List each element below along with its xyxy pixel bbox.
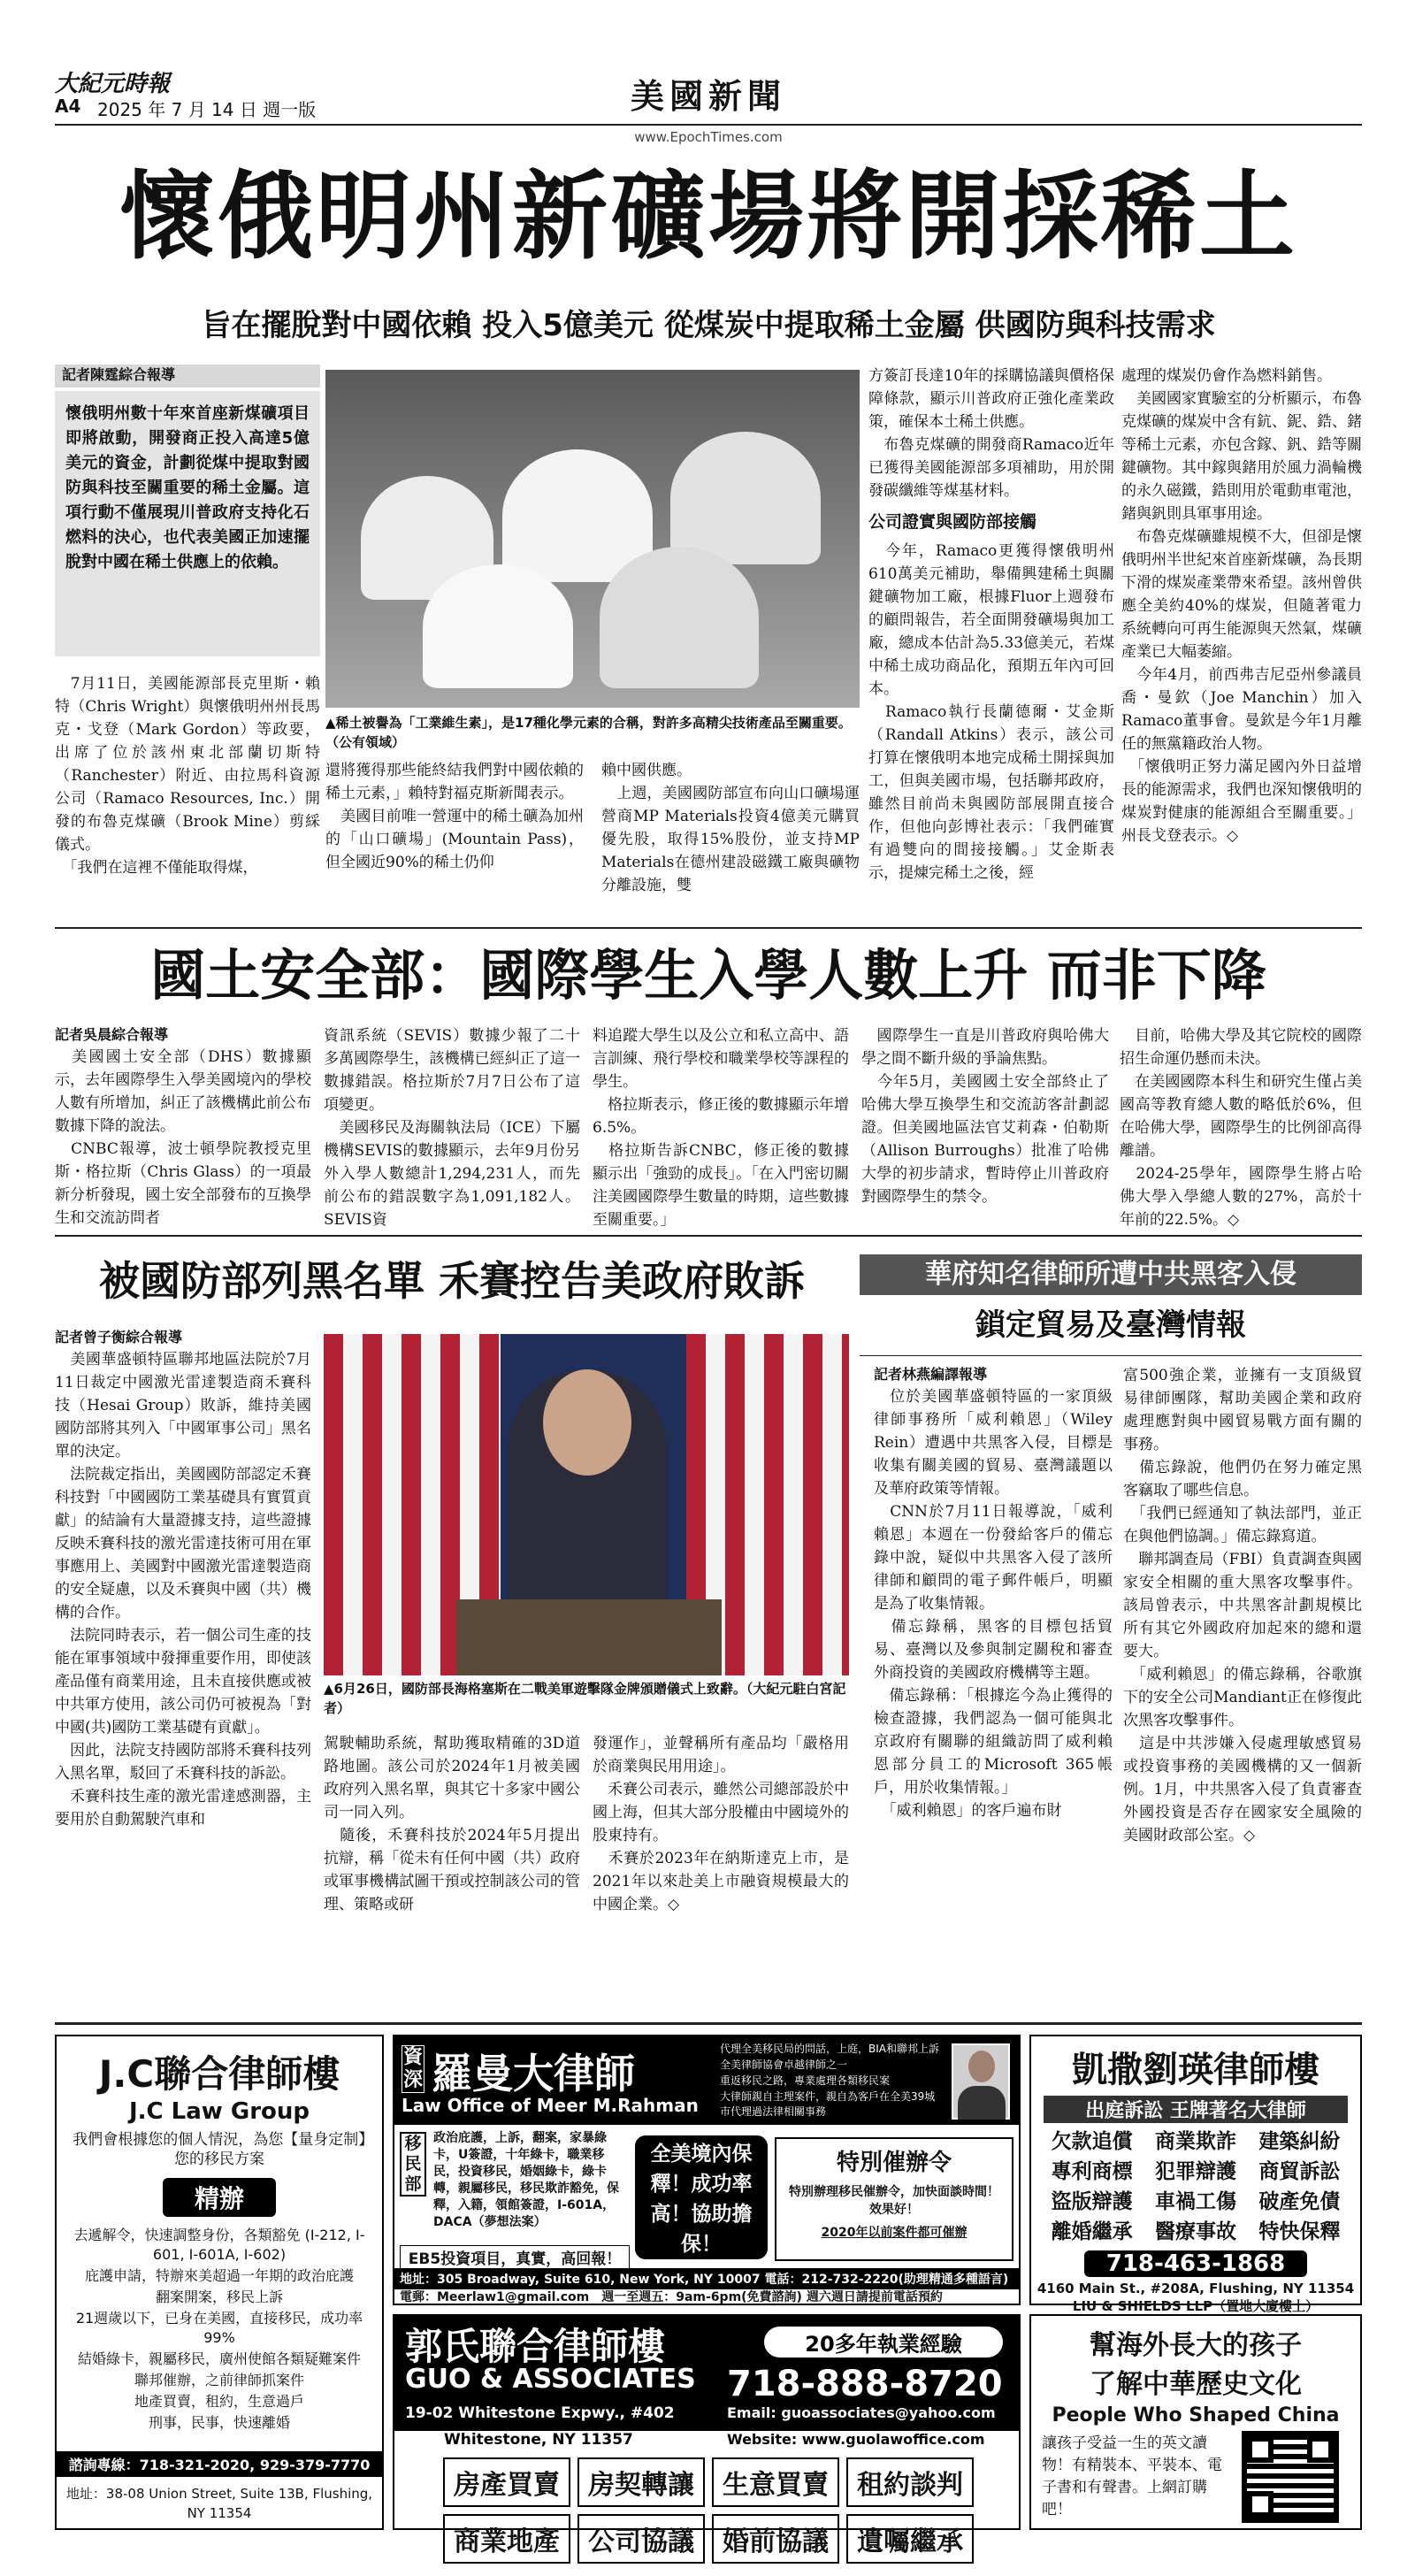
ad-book — [1029, 2314, 1362, 2530]
rahman-bullet: 重返移民之路，專業處理各類移民案 — [720, 2074, 891, 2087]
a1-lead-box — [55, 391, 320, 656]
ad-jc-law — [55, 2035, 384, 2530]
a1-photo-rare-earth — [325, 370, 860, 708]
rahman-bullet: 代理全美移民局的問話，上庭，BIA和聯邦上訴 — [720, 2043, 939, 2055]
jc-item: 刑事，民事，快速離婚 — [148, 2414, 290, 2431]
a4-col1: 位於美國華盛頓特區的一家頂級律師事務所「威利賴恩」（Wiley Rein）遭遇中共黑客入侵，目標是收集有關美國的貿易、臺灣議題以及華府政策等情報。 CNN於7月11日報導說，「威利賴恩」本週在一份發給客戶的備忘錄中說，疑似中共黑客入侵了該所律師和顧問的電子郵件帳戶，明顯是為了收集情報。 備忘錄稱，黑客的目標包括貿易、臺灣以及參與制定關稅和審查外商投資的美國政府機構等主題。 備忘錄稱：「根據迄今為止獲得的檢查證據，我們認為一個可能與北京政府有關聯的組織訪問了威利賴恩部分員工的Microsoft 365帳戶，用於收集情報。」 「威利賴恩」的客戶遍布財 — [874, 1388, 1113, 1820]
qr-corner — [1247, 2491, 1274, 2518]
powder-pile — [600, 547, 759, 688]
jc-name: J.C聯合律師樓 — [98, 2052, 340, 2096]
jc-phone: 諮詢專線：718-321-2020, 929-379-7770 — [57, 2451, 382, 2477]
a1-col4-wrap — [868, 364, 1114, 920]
guo-experience: 20多年執業經驗 — [764, 2327, 1003, 2358]
a1-col4: 方簽訂長達10年的採購協議與價格保障條款，顯示川普政府正強化產業政策，確保本土稀土供應。 布魯克煤礦的開發商Ramaco近年已獲得美國能源部多項補助，用於開發碳纖維等煤基材料。 — [868, 367, 1114, 500]
guo-address-2: Whitestone, NY 11357 — [444, 2431, 633, 2449]
rahman-promo-box — [775, 2137, 1013, 2261]
liu-service: 特快保釋 — [1258, 2220, 1341, 2243]
a1-col4b: 今年，Ramaco更獲得懷俄明州610萬美元補助，舉備興建稀土與關鍵礦物加工廠，根據Fluor上週發布的顧問報告，若全面開發礦場與加工廠，總成本估計為5.33億美元，若煤中稀土成功商品化，預期五年內可回本。 Ramaco執行長蘭德爾・艾金斯（Randall Atkins）表示，該公司打算在懷俄明本地完成稀土開採與加工，但與美國市場，包括聯邦政府，雖然目前尚未與國防部展開直接合作，但他向彭博社表示：「我們確實有過雙向的間接接觸。」艾金斯表示，提煉完稀土之後，經 — [868, 542, 1114, 882]
masthead-rule — [55, 124, 1362, 126]
rahman-cap: 資深 — [402, 2046, 423, 2091]
liu-service: 盜版辯護 — [1051, 2190, 1133, 2213]
liu-service: 建築糾紛 — [1258, 2130, 1341, 2153]
speaker-face — [543, 1369, 631, 1476]
podium — [456, 1599, 722, 1675]
rahman-name-en: Law Office of Meer M.Rahman — [402, 2095, 699, 2116]
a4-headline: 鎖定貿易及臺灣情報 — [975, 1307, 1246, 1343]
book-title-1: 幫海外長大的孩子 — [1090, 2330, 1302, 2361]
a1-byline: 記者陳霆綜合報導 — [62, 366, 176, 383]
portrait-suit — [958, 2086, 1006, 2120]
a2-col2: 資訊系統（SEVIS）數據少報了二十多萬國際學生，該機構已經糾正了這一數據錯誤。格拉斯於7月7日公布了這項變更。 美國移民及海關執法局（ICE）下屬機構SEVIS的數據顯示，去年9月份另外入學人數總計1,294,231人，而先前公布的錯誤數字為1,091,182人。SEVIS資 — [324, 1027, 580, 1229]
jc-item: 去遞解令，快速調整身份，各類豁免 (I-212, I-601, I-601A, I-602) — [73, 2227, 365, 2263]
a2-col3: 料追蹤大學生以及公立和私立高中、語言訓練、飛行學校和職業學校等課程的學生。 格拉斯表示，修正後的數據顯示年增6.5%。 格拉斯告訴CNBC，修正後的數據顯示出「強勁的成長」。「在入門密切關注美國國際學生數量的時期，這些數據至關重要。」 — [593, 1027, 849, 1229]
a1-subhead-2: 公司證實與國防部接觸 — [868, 512, 1037, 532]
rahman-side-label: 移民部 — [400, 2132, 426, 2196]
liu-service: 商業欺詐 — [1154, 2130, 1236, 2153]
section-title: 美國新聞 — [630, 76, 786, 116]
a3-caption: ▲6月26日，國防部長海格塞斯在二戰美軍遊擊隊金牌頒贈儀式上致辭。（大紀元駐白宮記者） — [324, 1681, 846, 1716]
liu-service: 專利商標 — [1051, 2160, 1133, 2183]
jc-item: 結婚綠卡，親屬移民，廣州使館各類疑難案件 — [77, 2350, 361, 2367]
book-description: 讓孩子受益一生的英文讀物！有精裝本、平裝本、電子書和有聲書。上網訂購吧！ — [1042, 2434, 1222, 2518]
guo-service: 生意買賣 — [712, 2457, 839, 2507]
page-number: A4 — [55, 96, 81, 117]
a4-col2: 富500強企業，並擁有一支頂級貿易律師團隊，幫助美國企業和政府處理應對與中國貿易戰方面有關的事務。 備忘錄說，他們仍在努力確定黑客竊取了哪些信息。 「我們已經通知了執法部門，並正在與他們協調。」備忘錄寫道。 聯邦調查局（FBI）負責調查與國家安全相關的重大黑客攻擊事件。該局曾表示，中共黑客計劃規模比所有其它外國政府加起來的總和還要大。 「威利賴恩」的備忘錄稱，谷歌旗下的安全公司Mandiant正在修復此次黑客攻擊事件。 這是中共涉嫌入侵處理敏感貿易或投資事務的美國機構的又一個新例。1月，中共黑客入侵了負責審查外國投資是否存在國家安全風險的美國財政部公室。◇ — [1123, 1367, 1362, 1844]
masthead — [55, 58, 1362, 147]
a3-col2: 駕駛輔助系統，幫助獲取精確的3D道路地圖。該公司於2024年1月被美國政府列入黑名單，與其它十多家中國公司一同入列。 隨後，禾賽科技於2024年5月提出抗辯，稱「從未有任何中國（共）政府或軍事機構試圖干預或控制該公司的管理、策略或研 — [324, 1735, 580, 1913]
guo-website: Website: www.guolawoffice.com — [727, 2431, 985, 2448]
paper-name: 大紀元時報 — [55, 71, 171, 97]
a3-headline: 被國防部列黑名單 禾賽控告美政府敗訴 — [98, 1257, 805, 1305]
powder-pile — [423, 564, 573, 688]
a1-caption: ▲稀土被譽為「工業維生素」，是17種化學元素的合稱，對許多高精尖技術產品至關重要。（公有領域） — [325, 715, 852, 750]
liu-firm: LIU & SHIELDS LLP（置地大廈樓上） — [1072, 2298, 1319, 2314]
liu-services — [1040, 2127, 1351, 2247]
portrait-head — [968, 2051, 995, 2082]
a2-headline: 國土安全部：國際學生入學人數上升 而非下降 — [150, 943, 1266, 1008]
rahman-address: 地址：305 Broadway, Suite 610, New York, NY 10007 電話：212-732-2220(助理精通多種語言) — [394, 2268, 1019, 2289]
rahman-portrait — [952, 2043, 1010, 2120]
jc-item: 聯邦催辦，之前律師抓案件 — [134, 2372, 304, 2388]
rahman-promo-year: 2020年以前案件都可催辦 — [821, 2226, 968, 2240]
rahman-promo-sub: 特別辦理移民催辦令，加快面談時間！效果好！ — [789, 2185, 999, 2217]
a3-byline: 記者曾子衡綜合報導 — [55, 1329, 183, 1346]
guo-service: 商業地產 — [443, 2514, 570, 2564]
a1-headline: 懷俄明州新礦場將開採稀土 — [119, 161, 1297, 272]
jc-name-en: J.C Law Group — [128, 2098, 310, 2125]
section-rule — [55, 927, 1362, 929]
a1-col5: 處理的煤炭仍會作為燃料銷售。 美國國家實驗室的分析顯示，布魯克煤礦的煤炭中含有鈧、鈮、鋯、鍺等稀土元素，亦包含鎵、釩、鋯等關鍵礦物。其中鎵與鍺用於風力渦輪機的永久磁鐵，鋯則用於電動車電池，鍺與釩則具軍事用途。 布魯克煤礦雖規模不大，但卻是懷俄明州半世紀來首座新煤礦，為長期下滑的煤炭產業帶來希望。該州曾供應全美約40%的煤炭，但隨著電力系統轉向可再生能源與天然氣，煤礦產業已大幅萎縮。 今年4月，前西弗吉尼亞州參議員喬・曼欽（Joe Manchin）加入Ramaco董事會。曼欽是今年1月離任的無黨籍政治人物。 「懷俄明正努力滿足國內外日益增長的能源需求，我們也深知懷俄明的煤炭對健康的能源組合至關重要。」州長戈登表示。◇ — [1121, 367, 1362, 845]
a1-col1: 7月11日，美國能源部長克里斯・賴特（Chris Wright）與懷俄明州州長馬克・戈登（Mark Gordon）等政要，出席了位於該州東北部蘭切斯特（Ranchester）附近、由拉馬科資源公司（Ramaco Resources, Inc.）開發的布魯克煤礦（Brook Mine）剪綵儀式。 「我們在這裡不僅能取得煤， — [55, 675, 320, 877]
rahman-bullet: 全美律師協會卓越律師之一 — [720, 2058, 848, 2071]
guo-service: 租約談判 — [846, 2457, 974, 2507]
a1-lead: 懷俄明州數十年來首座新煤礦項目即將啟動，開發商正投入高達5億美元的資金，計劃從煤中提取對國防與科技至關重要的稀土金屬。這項行動不僅展現川普政府支持化石燃料的決心，也代表美國正加速擺脫對中國在稀土供應上的依賴。 — [65, 404, 310, 571]
qr-corner — [1247, 2436, 1274, 2463]
ad-guo-law — [393, 2314, 1021, 2557]
a3-photo-hegseth — [324, 1334, 849, 1675]
rahman-email: 電郵：Meerlaw1@gmail.com 週一至週五：9am-6pm(免費諮詢) 週六週日請提前電話預約 — [400, 2290, 943, 2304]
ads-rule — [55, 2022, 1362, 2025]
guo-service: 遺囑繼承 — [846, 2514, 974, 2564]
guo-service: 婚前協議 — [712, 2514, 839, 2564]
book-title-en: People Who Shaped China — [1052, 2404, 1340, 2426]
rahman-slogan: 全美境內保釋！成功率高！協助擔保！ — [635, 2135, 768, 2259]
liu-phone: 718-463-1868 — [1084, 2250, 1307, 2277]
a1-col3: 賴中國供應。 上週，美國國防部宣布向山口礦場運營商MP Materials投資4億美元購買優先股，取得15%股份，並支持MP Materials在德州建設磁鐵工廠與礦物分離設施，雙 — [601, 762, 860, 894]
jc-item: 翻案開案，移民上訴 — [155, 2288, 283, 2305]
section-rule — [55, 1235, 1362, 1237]
a2-col1: 美國國土安全部（DHS）數據顯示，去年國際學生入學美國境內的學校人數有所增加，糾正了該機構此前公布數據下降的說法。 CNBC報導，波士頓學院教授克里斯・格拉斯（Chris Glass）的一項最新分析發現，國土安全部發布的互換學生和交流訪問者 — [55, 1048, 311, 1227]
guo-service: 公司協議 — [577, 2514, 705, 2564]
a4-rule — [860, 1355, 1362, 1356]
site-url: www.EpochTimes.com — [634, 129, 783, 145]
a4-byline: 記者林燕編譯報導 — [874, 1366, 988, 1383]
jc-item: 21週歲以下，已身在美國，直接移民，成功率 99% — [75, 2310, 363, 2346]
liu-service: 離婚繼承 — [1051, 2220, 1133, 2243]
jc-badge: 精辦 — [163, 2178, 276, 2217]
guo-phone: 718-888-8720 — [727, 2364, 1003, 2404]
a2-col4: 國際學生一直是川普政府與哈佛大學之間不斷升級的爭論焦點。 今年5月，美國國土安全部終止了哈佛大學互換學生和交流訪客計劃認證。但美國地區法官艾莉森・伯勒斯（Allison Burroughs）批准了哈佛大學的初步請求，暫時停止川普政府對國際學生的禁令。 — [861, 1027, 1109, 1206]
guo-name-en: GUO & ASSOCIATES — [405, 2364, 696, 2395]
rahman-eb5: EB5投資項目，真實，高回報！ — [400, 2245, 630, 2269]
liu-service: 破產免債 — [1258, 2190, 1341, 2213]
liu-service: 犯罪辯護 — [1154, 2160, 1236, 2183]
rahman-promo-title: 特別催辦令 — [836, 2150, 952, 2176]
liu-service: 醫療事故 — [1154, 2220, 1236, 2243]
a1-subhead: 旨在擺脫對中國依賴 投入5億美元 從煤炭中提取稀土金屬 供國防與科技需求 — [201, 308, 1216, 343]
guo-email: Email: guoassociates@yahoo.com — [727, 2404, 996, 2421]
liu-service: 車禍工傷 — [1154, 2190, 1236, 2213]
liu-address: 4160 Main St., #208A, Flushing, NY 11354 — [1036, 2281, 1355, 2296]
guo-service: 房產買賣 — [443, 2457, 570, 2507]
qr-code — [1242, 2431, 1339, 2523]
jc-item: 庇護申請，特辦來美超過一年期的政治庇護 — [84, 2267, 354, 2284]
liu-service: 欠款追償 — [1051, 2130, 1133, 2153]
a4-kicker: 華府知名律師所遭中共黑客入侵 — [860, 1254, 1362, 1295]
a3-col3: 發運作」，並聲稱所有產品均「嚴格用於商業與民用用途」。 禾賽公司表示，雖然公司總部設於中國上海，但其大部分股權由中國境外的股東持有。 禾賽於2023年在納斯達克上市，是2021年以來赴美上市融資規模最大的中國企業。◇ — [593, 1735, 849, 1913]
jc-address: 地址：38-08 Union Street, Suite 13B, Flushing, NY 11354 — [65, 2486, 373, 2521]
a2-byline: 記者吳晨綜合報導 — [55, 1026, 169, 1043]
a1-byline-bar — [55, 364, 320, 387]
guo-name: 郭氏聯合律師樓 — [405, 2325, 666, 2368]
a3-col1: 美國華盛頓特區聯邦地區法院於7月11日裁定中國激光雷達製造商禾賽科技（Hesai Group）敗訴，維持美國國防部將其列入「中國軍事公司」黑名單的決定。 法院裁定指出，美國國防部認定禾賽科技對「中國國防工業基礎具有實質貢獻」的結論有大量證據支持，這些證據反映禾賽科技的激光雷達技術可用在軍事應用上、美國對中國激光雷達製造商的安全疑慮，以及禾賽與中國（共）機構的合作。 法院同時表示，若一個公司生產的技能在軍事領域中發揮重要作用，即使該產品僅有商業用途，且未直接供應或被中共軍方使用，該公司仍可被視為「對中國(共)國防工業基礎有貢獻」。 因此，法院支持國防部將禾賽科技列入黑名單，駁回了禾賽科技的訴訟。 禾賽科技生產的激光雷達感測器，主要用於自動駕駛汽車和 — [55, 1351, 311, 1828]
rahman-bullet: 大律師親自主理案件，親自為客戶在全美39城市代理過法律相關事務 — [720, 2090, 936, 2118]
book-title-2: 了解中華歷史文化 — [1090, 2369, 1302, 2400]
qr-corner — [1307, 2436, 1334, 2463]
guo-services — [400, 2454, 1017, 2567]
ad-rahman-law — [393, 2035, 1021, 2305]
rahman-services: 政治庇護，上訴，翻案，家暴綠卡，U簽證，十年綠卡，職業移民，投資移民，婚姻綠卡，綠卡轉，親屬移民，移民欺詐豁免，保釋，入籍，領館簽證，I-601A，DACA（夢想法案） — [433, 2131, 619, 2229]
liu-name: 凱撒劉瑛律師樓 — [1072, 2050, 1319, 2090]
ad-liu-law — [1029, 2035, 1362, 2314]
guo-service: 房契轉讓 — [577, 2457, 705, 2507]
jc-tagline: 我們會根據您的個人情況，為您【量身定制】您的移民方案 — [73, 2131, 366, 2168]
a1-col2: 還將獲得那些能終結我們對中國依賴的稀土元素，」賴特對福克斯新聞表示。 美國目前唯一營運中的稀土礦為加州的「山口礦場」(Mountain Pass)，但全國近90%的稀土仍仰 — [325, 762, 584, 871]
jc-item: 地產買賣，租約，生意過戶 — [134, 2393, 304, 2410]
issue-date: 2025 年 7 月 14 日 週一版 — [97, 99, 317, 120]
powder-pile — [670, 432, 821, 564]
a2-col5: 目前，哈佛大學及其它院校的國際招生命運仍懸而未決。 在美國國際本科生和研究生僅占美國高等教育總人數的略低於6%，但在哈佛大學，國際學生的比例卻高得離譜。 2024-25學年，國際學生將占哈佛大學入學總人數的27%，高於十年前的22.5%。◇ — [1120, 1027, 1362, 1229]
guo-address-1: 19-02 Whitestone Expwy., #402 — [405, 2404, 675, 2422]
liu-service: 商貿訴訟 — [1258, 2160, 1341, 2183]
liu-subtitle: 出庭訴訟 王牌著名大律師 — [1044, 2096, 1348, 2123]
rahman-name: 羅曼大律師 — [432, 2050, 635, 2097]
